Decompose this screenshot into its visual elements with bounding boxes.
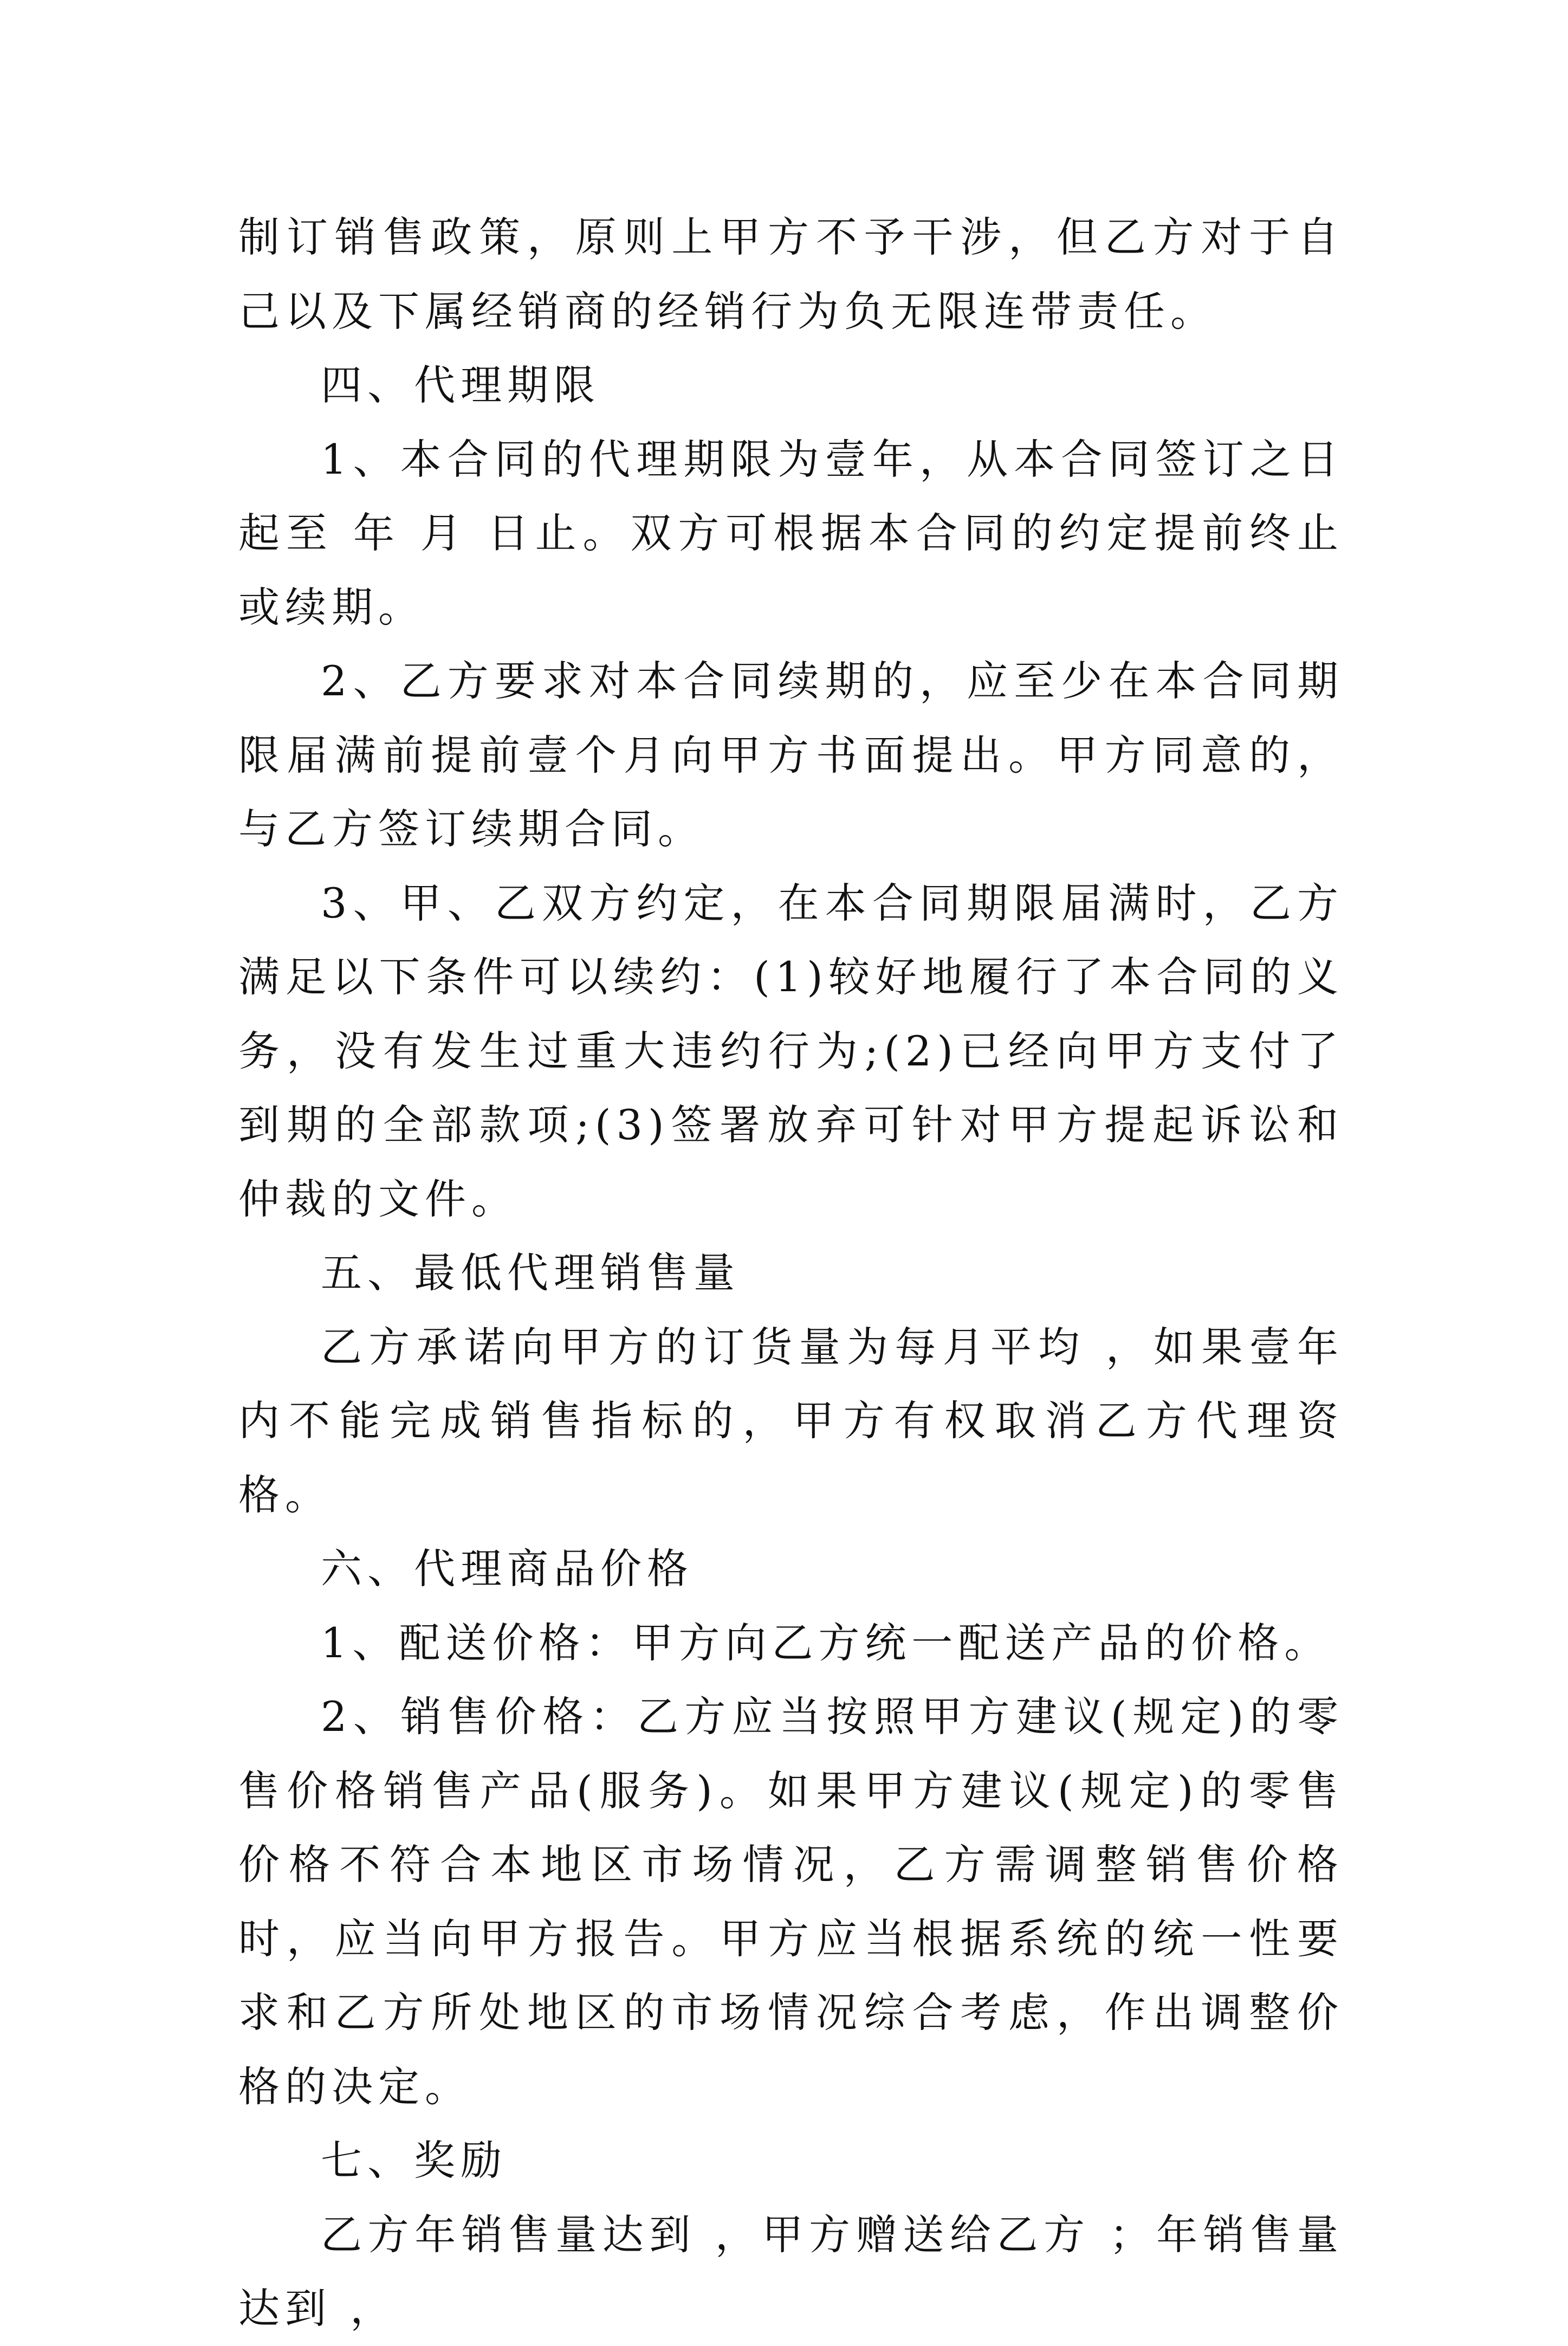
paragraph-min-sales: 乙方承诺向甲方的订货量为每月平均 ，如果壹年内不能完成销售指标的，甲方有权取消乙方代理资格。 (238, 1322, 1344, 1519)
paragraph-term-2: 2、乙方要求对本合同续期的，应至少在本合同期限届满前提前壹个月向甲方书面提出。甲方同意的，与乙方签订续期合同。 (238, 657, 1344, 853)
section-heading-reward: 七、奖励 (321, 2136, 507, 2185)
section-heading-min-sales: 五、最低代理销售量 (321, 1249, 740, 1297)
section-heading-price: 六、代理商品价格 (321, 1544, 694, 1593)
paragraph-price-2: 2、销售价格：乙方应当按照甲方建议(规定)的零售价格销售产品(服务)。如果甲方建议(规定)的零售价格不符合本地区市场情况，乙方需调整销售价格时，应当向甲方报告。甲方应当根据系统的统一性要求和乙方所处地区的市场情况综合考虑，作出调整价格的决定。 (238, 1692, 1344, 2111)
paragraph-term-3: 3、甲、乙双方约定，在本合同期限届满时，乙方满足以下条件可以续约：(1)较好地履行了本合同的义务，没有发生过重大违约行为;(2)已经向甲方支付了到期的全部款项;(3)签署放弃可针对甲方提起诉讼和仲裁的文件。 (238, 878, 1344, 1223)
paragraph-reward: 乙方年销售量达到 ，甲方赠送给乙方 ；年销售量达到 ， (238, 2210, 1344, 2332)
document-body (238, 201, 1344, 2346)
section-heading-term: 四、代理期限 (321, 361, 600, 409)
paragraph-price-1: 1、配送价格：甲方向乙方统一配送产品的价格。 (321, 1618, 1331, 1667)
paragraph-term-1: 1、本合同的代理期限为壹年，从本合同签订之日起至 年 月 日止。双方可根据本合同的约定提前终止或续期。 (238, 435, 1344, 631)
paragraph-continuation: 制订销售政策，原则上甲方不予干涉，但乙方对于自己以及下属经销商的经销行为负无限连带责任。 (238, 213, 1344, 335)
